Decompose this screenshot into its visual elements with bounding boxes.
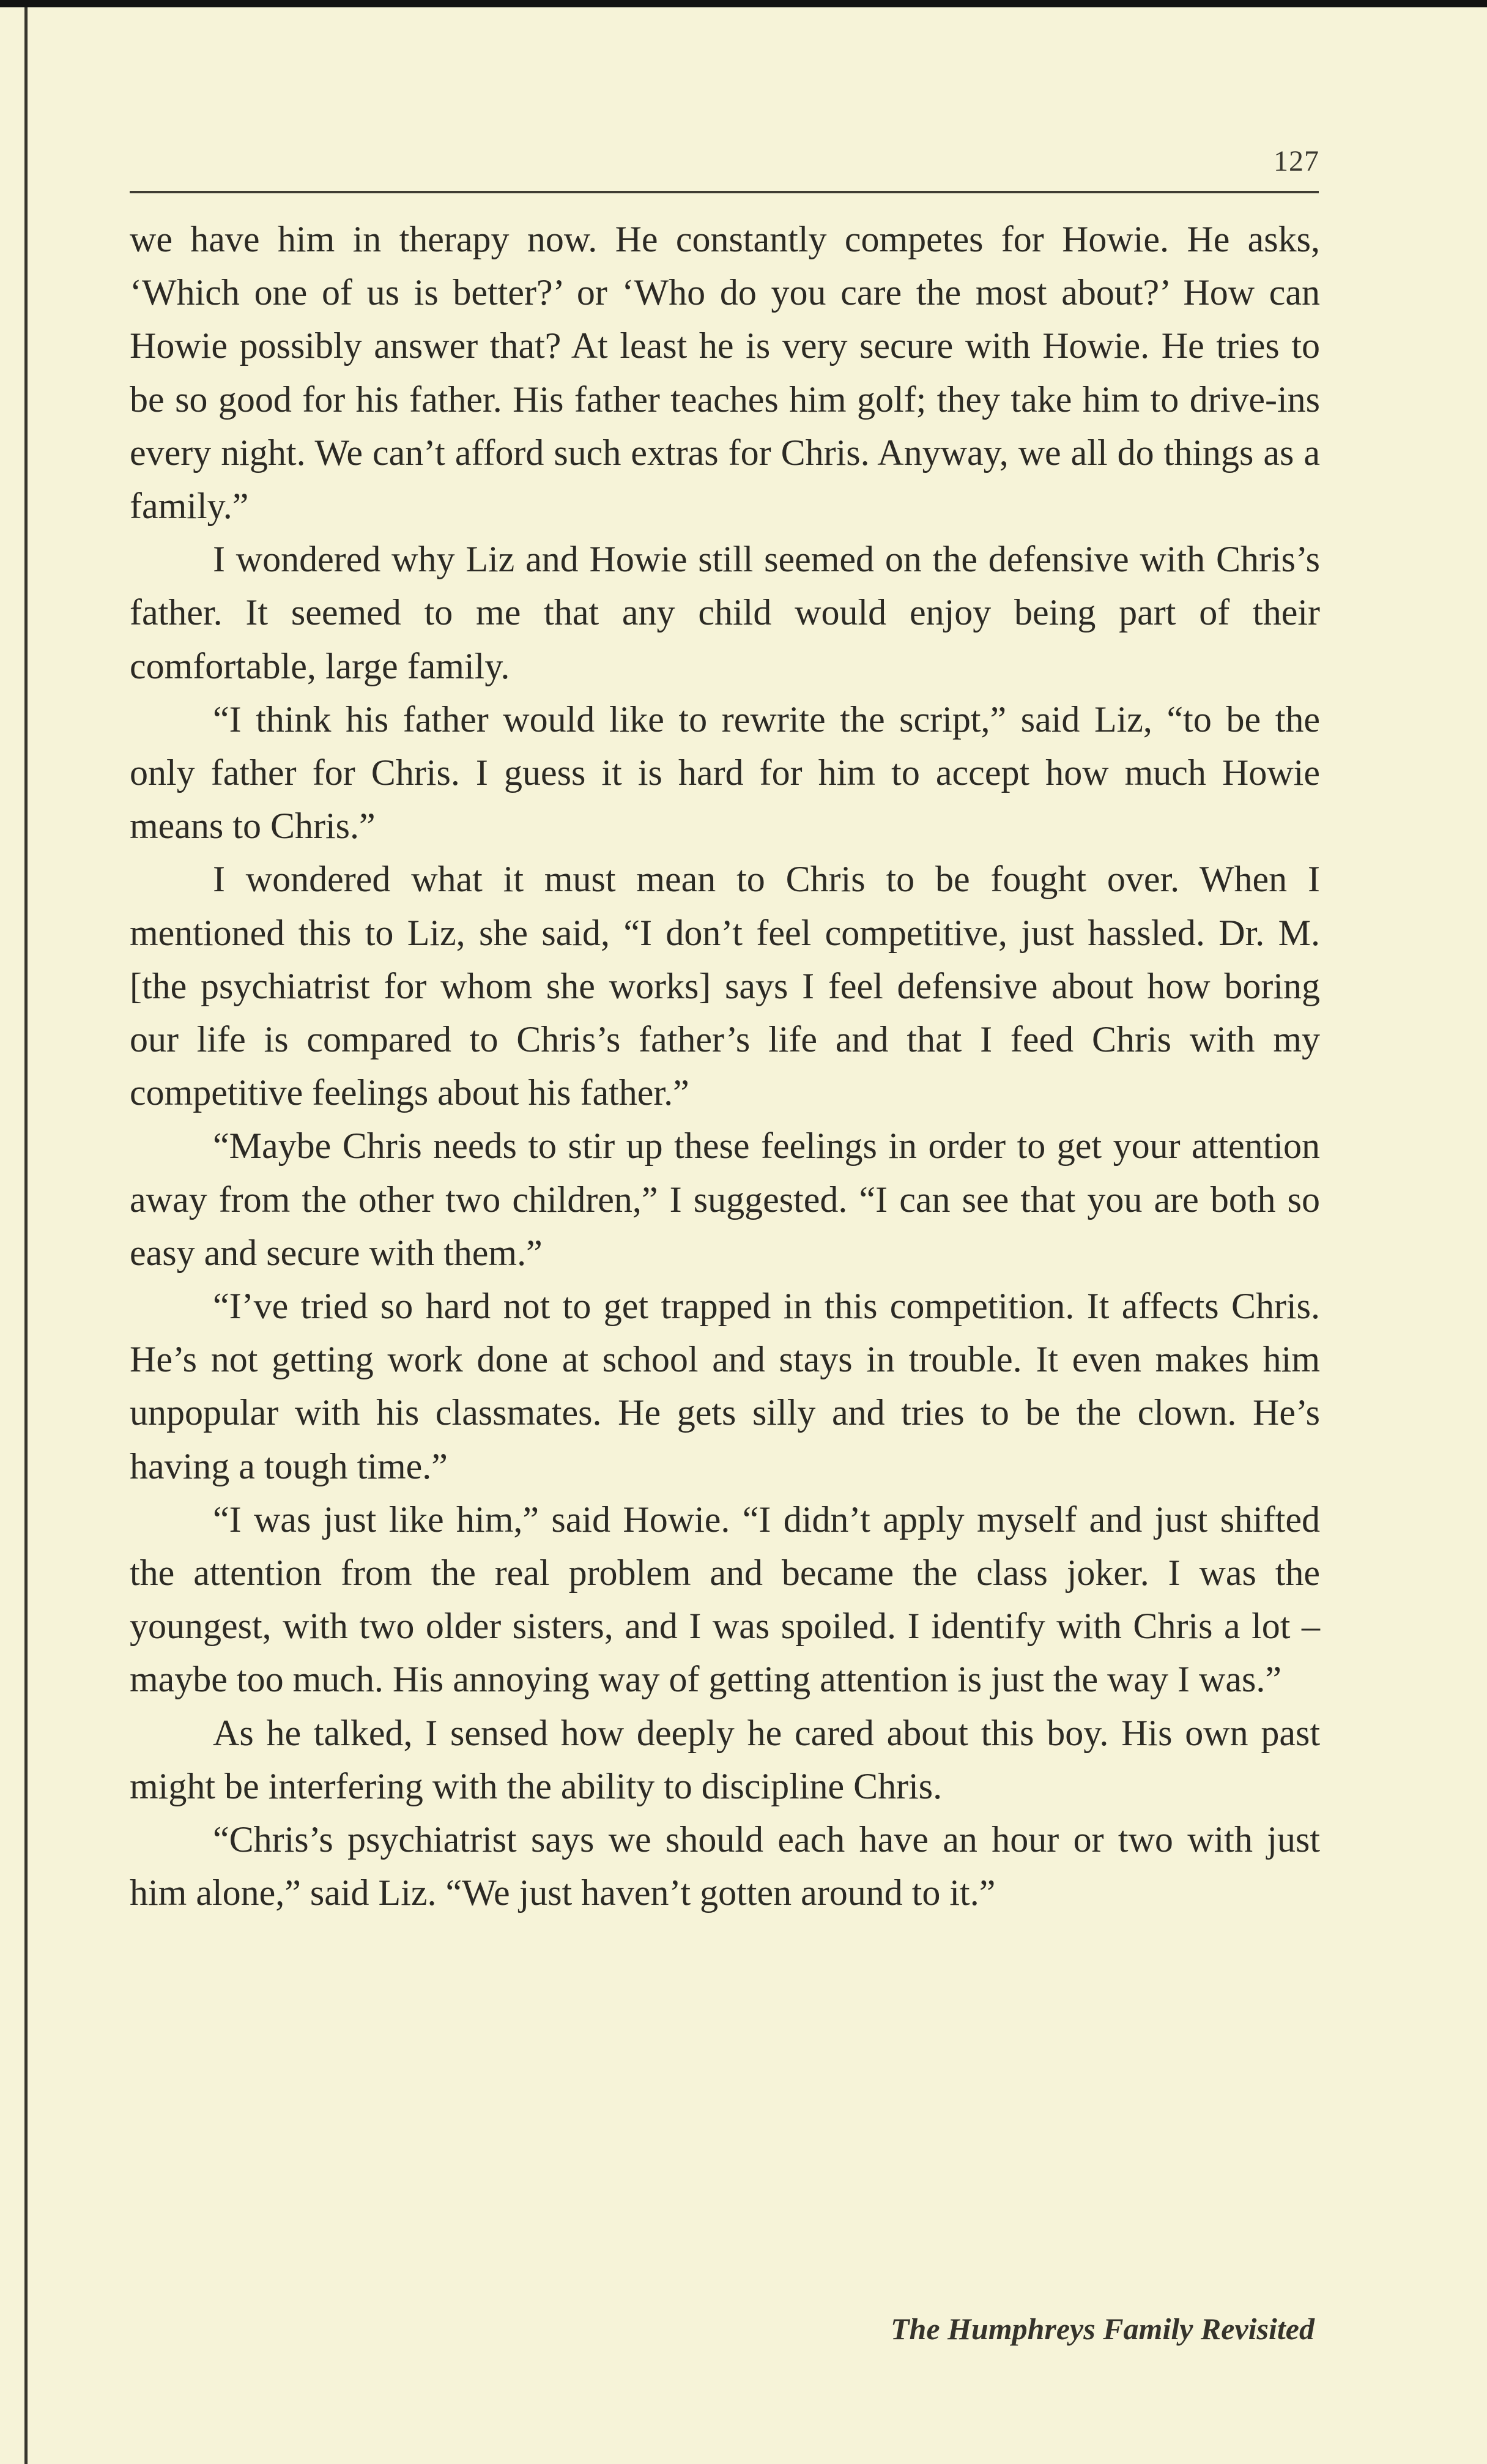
- paragraph-continuation: we have him in therapy now. He constantly competes for Howie. He asks, ‘Which one of us is better?’ or ‘Who do you care the most about?’ How can Howie possibly answer that? At least he is very secure with Howie. He tries to be so good for his father. His father teaches him golf; they take him to drive-ins every night. We can’t afford such extras for Chris. Anyway, we all do things as a family.”: [130, 219, 1320, 527]
- paragraph: “I think his father would like to rewrite the script,” said Liz, “to be the only father for Chris. I guess it is hard for him to accept how much Howie means to Chris.”: [130, 699, 1320, 847]
- page-number: 127: [1274, 145, 1319, 177]
- body-text: [130, 213, 1320, 1920]
- paragraph: I wondered why Liz and Howie still seemed on the defensive with Chris’s father. It seemed to me that any child would enjoy being part of their comfortable, large family.: [130, 539, 1320, 686]
- paragraph: “Maybe Chris needs to stir up these feelings in order to get your attention away from the other two children,” I suggested. “I can see that you are both so easy and secure with them.”: [130, 1126, 1320, 1273]
- running-footer-title: The Humphreys Family Revisited: [890, 2312, 1315, 2346]
- paragraph: I wondered what it must mean to Chris to be fought over. When I mentioned this to Liz, she said, “I don’t feel competitive, just hassled. Dr. M. [the psychiatrist for whom she works] says I feel defensive about how boring our life is compared to Chris’s father’s life and that I feed Chris with my competitive feelings about his father.”: [130, 859, 1320, 1113]
- paragraph: “I’ve tried so hard not to get trapped in this competition. It affects Chris. He’s not getting work done at school and stays in trouble. It even makes him unpopular with his classmates. He gets silly and tries to be the clown. He’s having a tough time.”: [130, 1286, 1320, 1486]
- page-top-edge: [0, 0, 1487, 7]
- paragraph: “I was just like him,” said Howie. “I didn’t apply myself and just shifted the attention from the real problem and became the class joker. I was the youngest, with two older sisters, and I was spoiled. I identify with Chris a lot – maybe too much. His annoying way of getting attention is just the way I was.”: [130, 1499, 1320, 1700]
- paragraph: As he talked, I sensed how deeply he cared about this boy. His own past might be interfering with the ability to discipline Chris.: [130, 1712, 1320, 1806]
- book-spine-line: [24, 7, 28, 2464]
- paragraph: “Chris’s psychiatrist says we should each have an hour or two with just him alone,” said Liz. “We just haven’t gotten around to it.”: [130, 1819, 1320, 1913]
- header-rule: [130, 191, 1319, 193]
